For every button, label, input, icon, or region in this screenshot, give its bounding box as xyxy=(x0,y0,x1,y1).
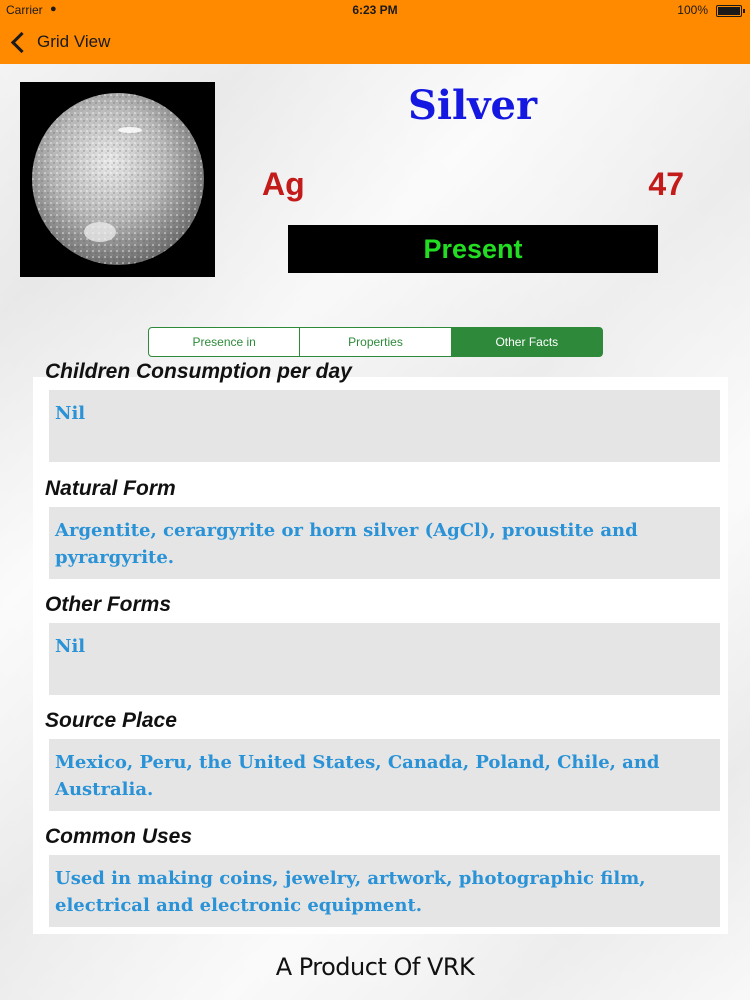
section-value-common-uses: Used in making coins, jewelry, artwork, photographic film, electrical and electronic equipment. xyxy=(55,868,646,916)
section-value-box xyxy=(49,855,720,927)
section-label-partial: Children Consumption per day xyxy=(45,360,352,383)
battery-percent: 100% xyxy=(677,3,708,17)
chevron-left-icon xyxy=(11,31,32,52)
element-symbol: Ag xyxy=(262,166,305,202)
presence-status-box xyxy=(288,225,658,273)
tab-presence-in[interactable]: Presence in xyxy=(149,328,300,356)
info-segmented-control xyxy=(148,327,603,357)
section-value-box xyxy=(49,390,720,462)
tab-properties[interactable]: Properties xyxy=(300,328,451,356)
section-value-box xyxy=(49,739,720,811)
footer-credit: A Product Of VRK xyxy=(275,953,475,981)
back-button[interactable] xyxy=(10,28,110,56)
section-value-box xyxy=(49,507,720,579)
section-label-source-place: Source Place xyxy=(45,709,177,732)
section-value-other-forms: Nil xyxy=(55,636,86,657)
section-label-natural-form: Natural Form xyxy=(45,477,176,500)
element-name: Silver xyxy=(407,82,538,129)
section-value-box xyxy=(49,623,720,695)
section-label-other-forms: Other Forms xyxy=(45,593,172,616)
carrier-label: Carrier xyxy=(6,3,43,17)
back-button-label: Grid View xyxy=(37,32,111,51)
section-value: Nil xyxy=(55,403,86,424)
section-value-source-place: Mexico, Peru, the United States, Canada, Poland, Chile, and Australia. xyxy=(55,752,660,800)
status-bar xyxy=(0,0,750,20)
element-photo xyxy=(20,82,215,277)
tab-other-facts[interactable]: Other Facts xyxy=(452,328,602,356)
section-value-natural-form: Argentite, cerargyrite or horn silver (AgCl), proustite and pyrargyrite. xyxy=(55,520,638,568)
presence-status-text: Present xyxy=(423,233,523,264)
wifi-icon: ● xyxy=(50,3,57,15)
status-time: 6:23 PM xyxy=(352,3,398,17)
section-label-common-uses: Common Uses xyxy=(45,825,193,848)
battery-icon xyxy=(716,5,742,17)
facts-scroll-panel[interactable] xyxy=(33,360,728,934)
navigation-bar xyxy=(0,20,750,64)
atomic-number: 47 xyxy=(648,166,684,202)
